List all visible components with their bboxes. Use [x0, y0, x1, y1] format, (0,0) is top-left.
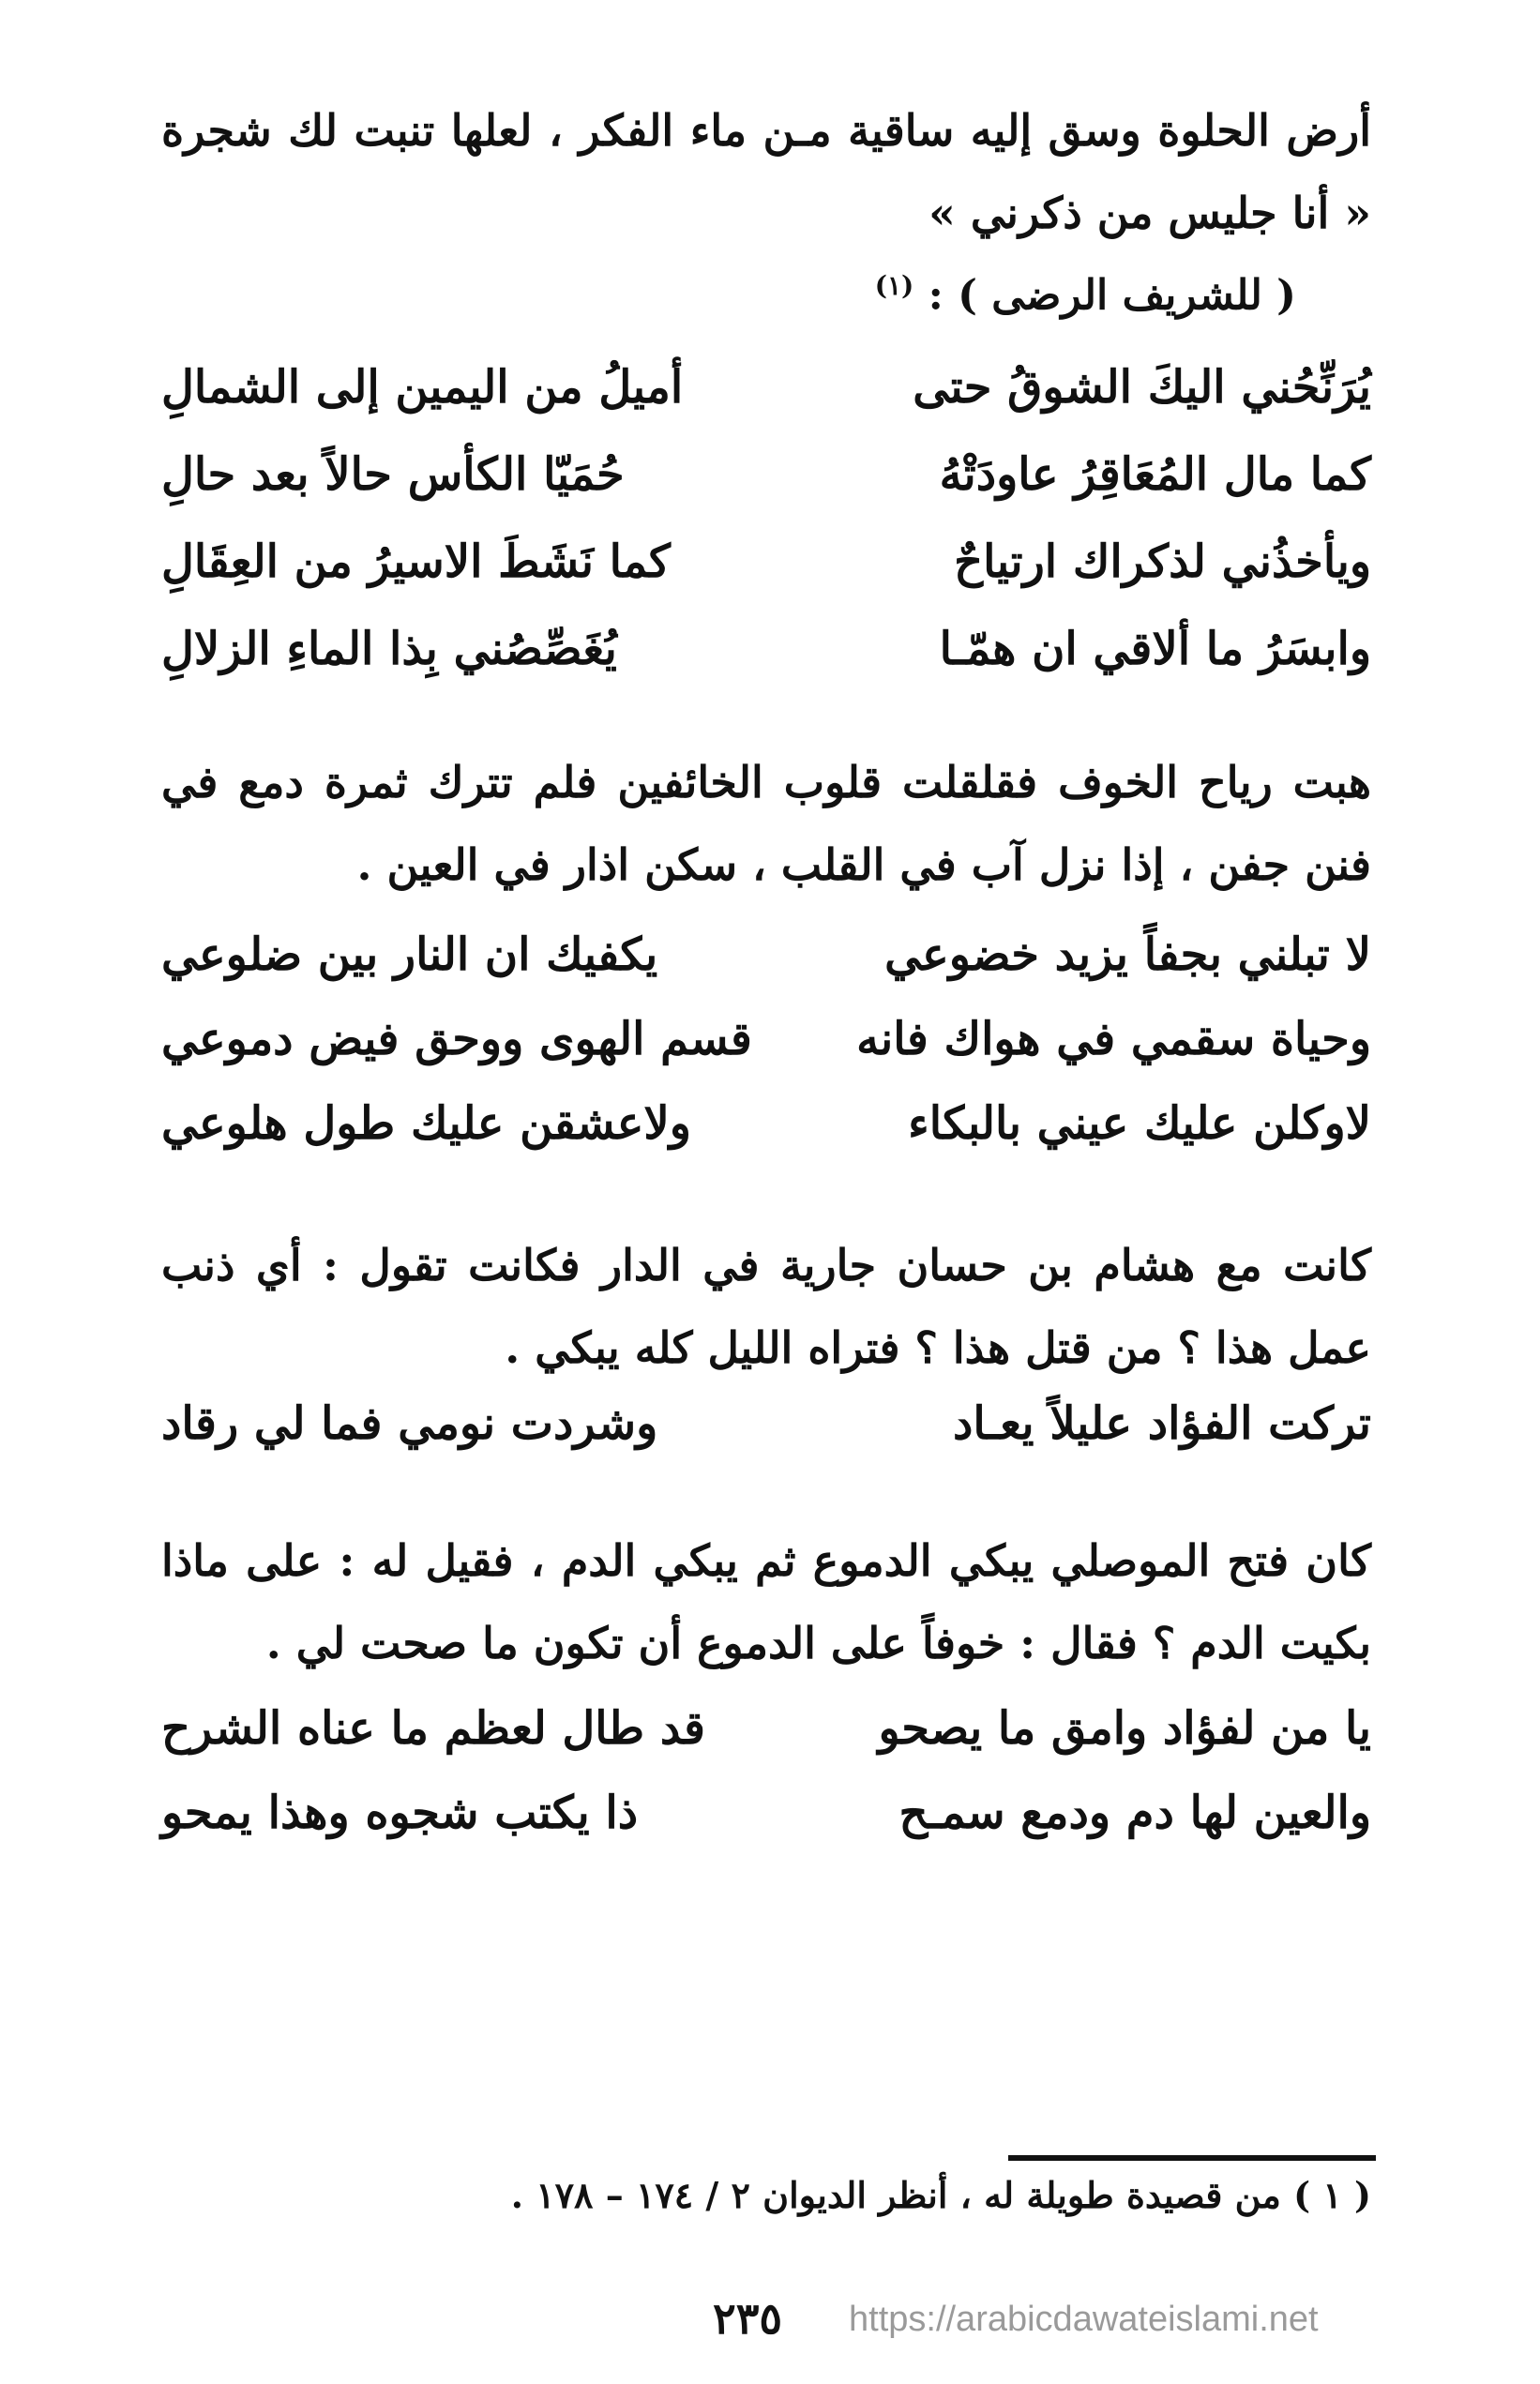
second-hemistich: حُمَيّا الكأس حالاً بعد حالِ: [161, 448, 625, 501]
verse-line: [161, 1787, 1371, 1873]
verse-line: [161, 448, 1371, 535]
first-hemistich: كما مال المُعَاقِرُ عاودَتْهُ: [939, 448, 1371, 501]
paragraph-hisham: كانت مع هشام بن حسان جارية في الدار فكانت تقول : أي ذنب عمل هذا ؟ من قتل هذا ؟ فتراه الليل كله يبكي .: [161, 1240, 1371, 1373]
first-hemistich: والعين لها دم ودمع سمـح: [898, 1787, 1371, 1839]
verse-line: [161, 623, 1371, 709]
second-hemistich: كما نَشَطَ الاسيرُ من العِقَالِ: [161, 536, 671, 588]
first-hemistich: لا تبلني بجفاً يزيد خضوعي: [884, 928, 1371, 981]
second-hemistich: وشردت نومي فما لي رقاد: [161, 1397, 658, 1450]
verse-line: [161, 536, 1371, 622]
first-hemistich: وابسَرُ ما ألاقي ان همّـا: [939, 623, 1371, 675]
first-hemistich: تركت الفؤاد عليلاً يعـاد: [953, 1397, 1371, 1450]
second-hemistich: قسم الهوى ووحق فيض دموعي: [161, 1013, 752, 1065]
second-hemistich: يُغَصِّصُني بِذا الماءِ الزلالِ: [161, 623, 617, 675]
footnote-marker: (١): [874, 270, 914, 301]
verse-line: [161, 1097, 1371, 1184]
paragraph-fath: كان فتح الموصلي يبكي الدموع ثم يبكي الدم ، فقيل له : على ماذا بكيت الدم ؟ فقال : خوفاً على الدموع أن تكون ما صحت لي .: [161, 1535, 1371, 1668]
first-hemistich: يا من لفؤاد وامق ما يصحو: [878, 1702, 1371, 1755]
footnote: ( ١ ) من قصيدة طويلة له ، أنظر الديوان ٢ / ١٧٤ – ١٧٨ .: [510, 2174, 1371, 2216]
poem-heading: [875, 270, 1296, 320]
paragraph-fear: هبت رياح الخوف فقلقلت قلوب الخائفين فلم تترك ثمرة دمع في فنن جفن ، إذا نزل آب في القلب ، سكن اذار في العين .: [161, 757, 1371, 890]
second-hemistich: أميلُ من اليمين إلى الشمالِ: [161, 361, 684, 414]
first-hemistich: وحياة سقمي في هواك فانه: [856, 1013, 1371, 1065]
verse-line: [161, 361, 1371, 447]
paragraph-intro: أرض الحلوة وسق إليه ساقية مـن ماء الفكر ، لعلها تنبت لك شجرة « أنا جليس من ذكرني »: [161, 105, 1371, 238]
second-hemistich: يكفيك ان النار بين ضلوعي: [161, 928, 658, 981]
verse-line: [161, 1397, 1371, 1484]
second-hemistich: قد طال لعظم ما عناه الشرح: [161, 1702, 705, 1755]
first-hemistich: لاوكلن عليك عيني بالبكاء: [908, 1097, 1371, 1150]
verse-line: [161, 1013, 1371, 1099]
second-hemistich: ولاعشقن عليك طول هلوعي: [161, 1097, 691, 1150]
page-number: ٢٣٥: [713, 2293, 783, 2344]
first-hemistich: ويأخذُني لذكراك ارتياحٌ: [954, 536, 1371, 588]
poem-heading-text: ( للشريف الرضى ) :: [928, 271, 1296, 320]
verse-line: [161, 928, 1371, 1015]
watermark-url: https://arabicdawateislami.net: [849, 2300, 1319, 2339]
footnote-divider: [1008, 2155, 1376, 2161]
verse-line: [161, 1702, 1371, 1788]
first-hemistich: يُرَنِّحُني اليكَ الشوقُ حتى: [913, 361, 1371, 414]
second-hemistich: ذا يكتب شجوه وهذا يمحو: [161, 1787, 639, 1839]
